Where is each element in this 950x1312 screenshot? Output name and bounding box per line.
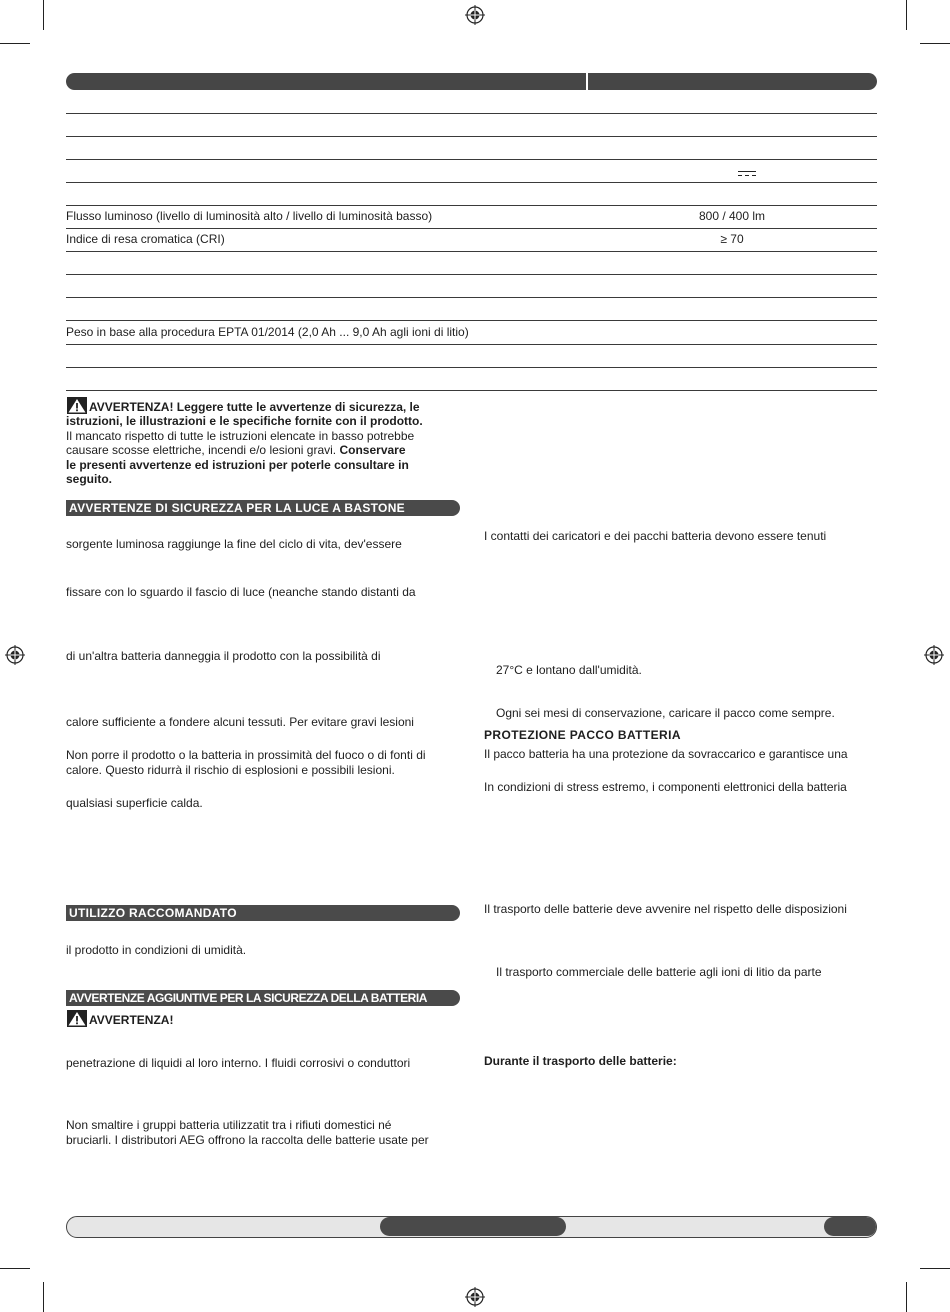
table-row-divider <box>66 113 877 114</box>
body-text: In condizioni di stress estremo, i componenti elettronici della batteria <box>484 780 847 794</box>
section-heading-pack-protection: PROTEZIONE PACCO BATTERIA <box>484 728 681 742</box>
table-row-divider <box>66 320 877 321</box>
header-divider <box>586 73 588 90</box>
body-text: qualsiasi superficie calda. <box>66 796 203 810</box>
table-row-divider <box>66 205 877 206</box>
crop-mark <box>43 1282 44 1312</box>
footer-page-tab <box>824 1217 876 1236</box>
warning-text-normal: causare scosse elettriche, incendi e/o lesioni gravi. <box>66 443 340 457</box>
table-row-divider <box>66 390 877 391</box>
spec-value: 800 / 400 lm <box>698 209 766 223</box>
table-row-divider <box>66 297 877 298</box>
spec-table-header-bar <box>66 73 877 90</box>
table-row-divider <box>66 367 877 368</box>
transport-heading: Durante il trasporto delle batterie: <box>484 1054 677 1068</box>
warning-triangle-icon <box>67 397 87 414</box>
body-text: sorgente luminosa raggiunge la fine del ciclo di vita, dev'essere <box>66 537 402 551</box>
section-heading-recommended-use: UTILIZZO RACCOMANDATO <box>66 905 460 921</box>
body-text: penetrazione di liquidi al loro interno. I fluidi corrosivi o conduttori <box>66 1056 411 1070</box>
crop-mark <box>0 43 30 44</box>
registration-mark-icon <box>465 1287 485 1307</box>
battery-warning-label: AVVERTENZA! <box>89 1013 174 1027</box>
table-row-divider <box>66 182 877 183</box>
warning-text: seguito. <box>66 472 113 486</box>
body-text: calore. Questo ridurrà il rischio di esplosioni e possibili lesioni. <box>66 763 395 777</box>
section-heading-stick-light: AVVERTENZE DI SICUREZZA PER LA LUCE A BASTONE <box>66 500 460 516</box>
warning-text: le presenti avvertenze ed istruzioni per poterle consultare in <box>66 458 409 472</box>
crop-mark <box>0 1268 30 1269</box>
spec-label: Flusso luminoso (livello di luminosità alto / livello di luminosità basso) <box>66 209 433 223</box>
body-text: Non porre il prodotto o la batteria in prossimità del fuoco o di fonti di <box>66 748 426 762</box>
warning-triangle-icon <box>67 1010 87 1027</box>
footer-bar <box>66 1216 877 1238</box>
table-row-divider <box>66 228 877 229</box>
body-text: Il trasporto commerciale delle batterie agli ioni di litio da parte <box>496 965 822 979</box>
body-text: Il trasporto delle batterie deve avvenire nel rispetto delle disposizioni <box>484 902 847 916</box>
registration-mark-icon <box>5 645 25 665</box>
registration-mark-icon <box>924 645 944 665</box>
warning-text-bold: Conservare <box>339 443 406 457</box>
spec-label: Indice di resa cromatica (CRI) <box>66 232 225 246</box>
body-text: il prodotto in condizioni di umidità. <box>66 943 247 957</box>
body-text: 27°C e lontano dall'umidità. <box>496 663 642 677</box>
table-row-divider <box>66 251 877 252</box>
warning-text: istruzioni, le illustrazioni e le specifiche fornite con il prodotto. <box>66 414 423 428</box>
footer-center-tab <box>380 1217 566 1236</box>
body-text: di un'altra batteria danneggia il prodotto con la possibilità di <box>66 649 381 663</box>
body-text: I contatti dei caricatori e dei pacchi batteria devono essere tenuti <box>484 529 827 543</box>
table-row-divider <box>66 274 877 275</box>
registration-mark-icon <box>465 5 485 25</box>
direct-current-icon <box>738 170 756 177</box>
spec-label: Peso in base alla procedura EPTA 01/2014 (2,0 Ah ... 9,0 Ah agli ioni di litio) <box>66 325 469 339</box>
section-heading-battery-safety: AVVERTENZE AGGIUNTIVE PER LA SICUREZZA DELLA BATTERIA <box>66 990 460 1006</box>
table-row-divider <box>66 344 877 345</box>
body-text: Ogni sei mesi di conservazione, caricare il pacco come sempre. <box>496 706 835 720</box>
table-row-divider <box>66 159 877 160</box>
warning-text: AVVERTENZA! Leggere tutte le avvertenze di sicurezza, le <box>89 400 420 414</box>
crop-mark <box>906 1282 907 1312</box>
body-text: fissare con lo sguardo il fascio di luce (neanche stando distanti da <box>66 585 416 599</box>
body-text: bruciarli. I distributori AEG offrono la raccolta delle batterie usate per <box>66 1133 429 1147</box>
spec-value: ≥ 70 <box>720 232 744 246</box>
table-row-divider <box>66 136 877 137</box>
crop-mark <box>43 0 44 30</box>
crop-mark <box>920 43 950 44</box>
crop-mark <box>920 1268 950 1269</box>
crop-mark <box>906 0 907 30</box>
body-text: Il pacco batteria ha una protezione da sovraccarico e garantisce una <box>484 747 848 761</box>
body-text: Non smaltire i gruppi batteria utilizzatit tra i rifiuti domestici né <box>66 1118 392 1132</box>
warning-text: Il mancato rispetto di tutte le istruzioni elencate in basso potrebbe <box>66 429 415 443</box>
body-text: calore sufficiente a fondere alcuni tessuti. Per evitare gravi lesioni <box>66 715 414 729</box>
warning-text <box>66 443 406 457</box>
